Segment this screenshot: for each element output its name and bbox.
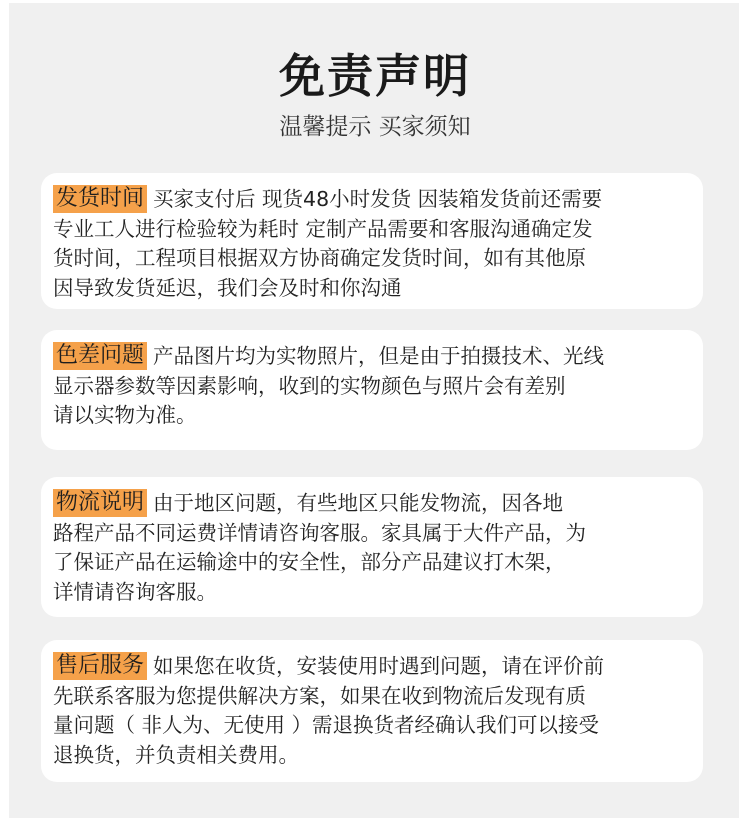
line-text: 买家支付后 现货48小时发货 因装箱发货前还需要: [153, 187, 603, 211]
section-tag: 售后服务: [53, 652, 147, 680]
text-line: 量问题（ 非人为、无使用 ）需退换货者经确认我们可以接受: [53, 713, 600, 737]
text-line: 货时间，工程项目根据双方协商确定发货时间，如有其他原: [53, 246, 586, 270]
text-line: [53, 185, 697, 215]
card-shipping-time: [41, 173, 703, 309]
text-line: 请以实物为准。: [53, 403, 197, 427]
card-logistics: [41, 477, 703, 617]
text-line: 详情请咨询客服。: [53, 579, 217, 604]
text-line: 先联系客服为您提供解决方案，如果在收到物流后发现有质: [53, 683, 586, 708]
text-line: 退换货，并负责相关费用。: [53, 742, 299, 767]
page-subtitle: 温馨提示 买家须知: [279, 114, 471, 140]
section-tag: 物流说明: [53, 489, 147, 517]
text-line: 专业工人进行检验较为耗时 定制产品需要和客服沟通确定发: [53, 216, 593, 241]
card-color-difference: [41, 330, 703, 450]
text-line: 了保证产品在运输途中的安全性，部分产品建议打木架，: [53, 550, 566, 574]
page-title: 免责声明: [279, 49, 471, 103]
card-text: [53, 652, 697, 770]
card-text: [53, 342, 697, 431]
text-line: 路程产品不同运费详情请咨询客服。家具属于大件产品，为: [53, 520, 586, 545]
text-line: [53, 489, 697, 519]
line-text: 由于地区问题，有些地区只能发物流，因各地: [153, 491, 564, 515]
text-line: 因导致发货延迟，我们会及时和你沟通: [53, 275, 402, 300]
card-after-sales: [41, 640, 703, 782]
text-line: [53, 652, 697, 682]
section-tag: 发货时间: [53, 185, 147, 213]
line-text: 产品图片均为实物照片，但是由于拍摄技术、光线: [153, 344, 605, 368]
section-tag: 色差问题: [53, 342, 147, 370]
text-line: 显示器参数等因素影响，收到的实物颜色与照片会有差别: [53, 373, 566, 398]
card-text: [53, 489, 697, 607]
line-text: 如果您在收货，安装使用时遇到问题，请在评价前: [153, 654, 605, 678]
text-line: [53, 342, 697, 372]
card-text: [53, 185, 697, 303]
